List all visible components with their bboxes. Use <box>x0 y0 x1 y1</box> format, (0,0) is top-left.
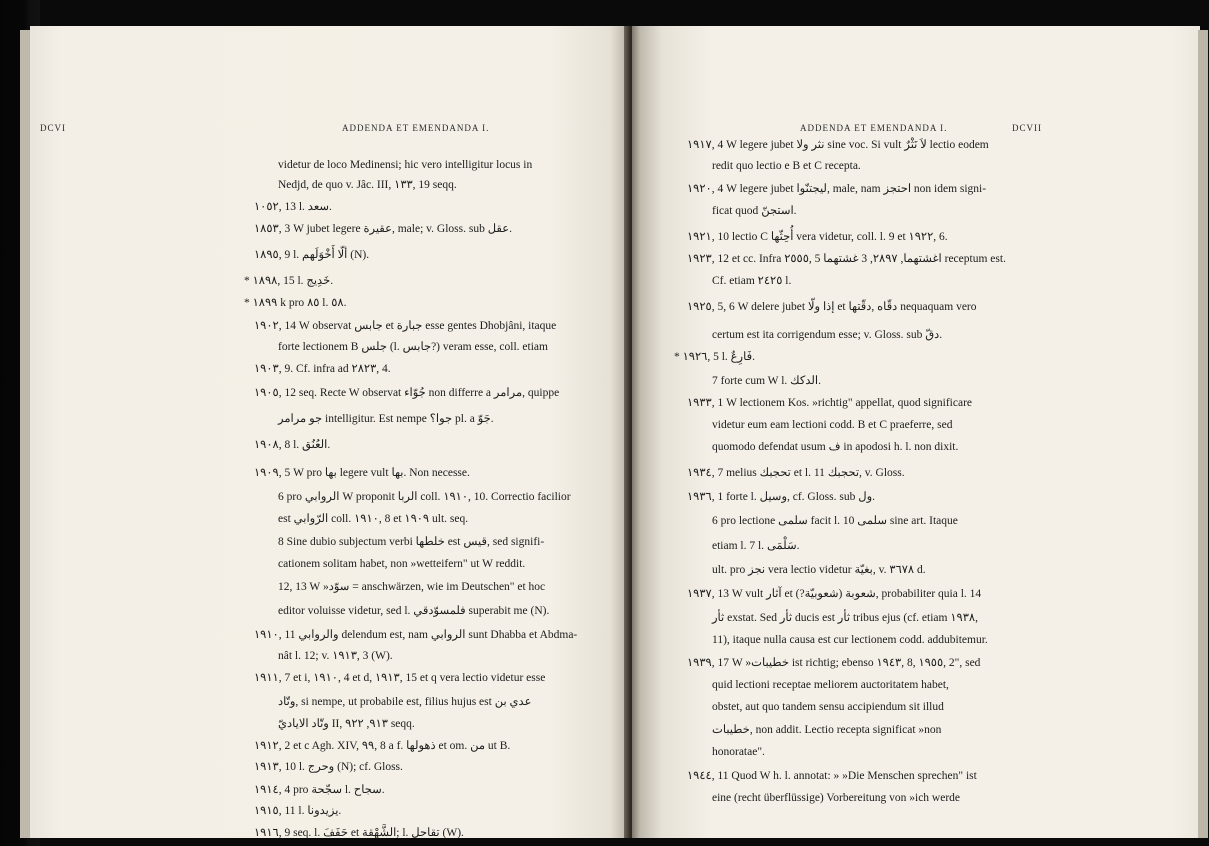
text-line: ١٩٠٩, 5 W pro بها legere vult بها. Non necesse. <box>254 467 470 479</box>
text-line: eine (recht überflüssige) Vorbereitung von »ich werde <box>712 792 961 804</box>
text-line: ١٠٥٢, 13 l. سعد. <box>254 201 332 213</box>
text-line: ١٩٢٠, 4 W legere jubet ليجتنّوا, male, nam احتجز non idem signi- <box>687 183 987 195</box>
text-line: redit quo lectio e B et C recepta. <box>712 160 861 172</box>
text-line: editor voluisse videtur, sed l. فلمسوّدقي superabit me (N). <box>278 605 550 617</box>
text-line: ١٩٢٣, 12 et cc. Infra ٢٥٥٥, 5 اغشتهما, ٢٨٩٧, 3 غشتهما receptum est. <box>687 253 1006 265</box>
text-line: * ١٨٩٨, 15 l. خَدِيج. <box>244 275 334 287</box>
text-line: ١٩٣٦, 1 forte l. وسيل, cf. Gloss. sub ول. <box>687 491 876 503</box>
text-line: ١٩٠٣, 9. Cf. infra ad ٢٨٢٣, 4. <box>254 363 391 375</box>
text-line: * ١٨٩٩ k pro ٨٥ l. ٥٨. <box>244 297 347 309</box>
text-line: خطيبات, non addit. Lectio recepta significat »non <box>712 724 942 736</box>
text-line: ١٩٠٨, 8 l. العُنُق. <box>254 439 331 451</box>
text-line: nât l. 12; v. ١٩١٣, 3 (W). <box>278 650 393 662</box>
text-line: ١٩١٧, 4 W legere jubet نثر ولا sine voc. Si vult لاَ نَثْرٌ lectio eodem <box>687 139 989 151</box>
text-line: ١٨٩٥, 9 l. ألّا أَخْوَلَهم (N). <box>254 249 370 261</box>
text-line: 11), itaque nulla causa est cur lectionem codd. addubitemur. <box>712 634 988 646</box>
right-page-edges <box>1198 30 1208 838</box>
text-line: ١٩٢١, 10 lectio C أُحِثّها vera videtur, coll. l. 9 et ١٩٢٢, 6. <box>687 231 948 243</box>
text-line: cationem solitam habet, non »wetteifern" ut W reddit. <box>278 558 526 570</box>
text-line: quomodo defendat usum ف in apodosi h. l. non dixit. <box>712 441 959 453</box>
text-line: ١٩١٢, 2 et c Agh. XIV, ٩٩, 8 a f. ذهولها et om. من ut B. <box>254 740 511 752</box>
text-line: ١٩٠٢, 14 W observat جابس et جبارة esse gentes Dhobjâni, itaque <box>254 320 557 332</box>
text-line: est الرّوابي coll. ١٩١٠, 8 et ١٩٠٩ ult. seq. <box>278 513 469 525</box>
text-line: ١٩١٣, 10 l. وحرج (N); cf. Gloss. <box>254 761 403 773</box>
text-line: ١٩١٠, 11 والروابي delendum est, nam الروابي sunt Dhabba et Abdma- <box>254 629 578 641</box>
right-page-number: DCVII <box>1012 123 1042 133</box>
text-line: 12, 13 W »سوّد = anschwärzen, wie im Deutschen" et hoc <box>278 581 546 593</box>
text-line: ١٩٢٥, 5, 6 W delere jubet إذا ولّا et دقّاه ,دقّتها nequaquam vero <box>687 301 977 313</box>
text-line: quid lectioni receptae meliorem auctoritatem habet, <box>712 679 949 691</box>
text-line: honoratae". <box>712 746 765 758</box>
text-line: جو مرامر intelligitur. Est nempe جوا؟ pl. a جَوّ. <box>278 413 494 425</box>
text-line: videtur de loco Medinensi; hic vero intelligitur locus in <box>278 159 533 171</box>
text-line: 6 pro الروابي W proponit الربا coll. ١٩١٠, 10. Correctio facilior <box>278 491 571 503</box>
text-line: * ١٩٢٦, 5 l. فَارِعٌ. <box>674 351 755 363</box>
text-line: certum est ita corrigendum esse; v. Gloss. sub دقّ. <box>712 329 943 341</box>
text-line: forte lectionem B جلس (l. جابس?) veram esse, coll. etiam <box>278 341 548 353</box>
text-line: ١٩١٦, 9 seq. l. حَفَفَ et الشَّهْقة; l. تقاحل (W). <box>254 827 464 839</box>
text-line: 6 pro lectione سلمى facit l. 10 سلمى sine art. Itaque <box>712 515 958 527</box>
text-line: ١٩٤٤, 11 Quod W h. l. annotat: » »Die Menschen sprechen" ist <box>687 770 977 782</box>
text-line: 7 forte cum W l. الدكك. <box>712 375 821 387</box>
text-line: Nedjd, de quo v. Jâc. III, ١٣٣, 19 seqq. <box>278 179 457 191</box>
text-line: ١٨٥٣, 3 W jubet legere عقيرة, male; v. Gloss. sub عقل. <box>254 223 512 235</box>
text-line: ficat quod استجنّ. <box>712 205 797 217</box>
text-line: ١٩١٥, 11 l. يزيدونا. <box>254 805 342 817</box>
left-page <box>30 26 630 838</box>
text-line: ١٩٣٤, 7 melius تحجبك et l. 11 تحجبك, v. Gloss. <box>687 467 905 479</box>
left-running-head: ADDENDA ET EMENDANDA I. <box>342 123 490 133</box>
right-running-head: ADDENDA ET EMENDANDA I. <box>800 123 948 133</box>
right-page <box>632 26 1200 838</box>
left-page-edges <box>20 30 30 838</box>
left-page-number: DCVI <box>40 123 66 133</box>
text-line: ثأر exstat. Sed ثأر ducis est ثأر tribus ejus (cf. etiam ١٩٣٨, <box>712 612 978 624</box>
text-line: ١٩٠٥, 12 seq. Recte W observat جُوّاء non differre a مرامر, quippe <box>254 387 560 399</box>
text-line: etiam l. 7 l. سَلْمَى. <box>712 540 800 552</box>
text-line: obstet, aut quo tandem sensu accipiendum sit illud <box>712 701 944 713</box>
text-line: ١٩١١, 7 et i, ١٩١٠, 4 et d, ١٩١٣, 15 et q vera lectio videtur esse <box>254 672 546 684</box>
text-line: videtur eum eam lectioni codd. B et C praeferre, sed <box>712 419 953 431</box>
text-line: 8 Sine dubio subjectum verbi خلطها est قيس, sed signifi- <box>278 536 545 548</box>
text-line: وتّاد, si nempe, ut probabile est, filius hujus est عدي بن <box>278 696 532 708</box>
text-line: ١٩١٤, 4 pro سجّحة l. سجاح. <box>254 784 385 796</box>
text-line: ult. pro نجز vera lectio videtur بغيّة, v. ٣٦٧٨ d. <box>712 564 926 576</box>
text-line: ١٩٣٣, 1 W lectionem Kos. »richtig" appellat, quod significare <box>687 397 973 409</box>
text-line: وتّاد الاياديّ II, ٩١٣, ٩٢٢ seqq. <box>278 718 415 730</box>
text-line: ١٩٣٩, 17 W »خطيبات ist richtig; ebenso ١٩٤٣, 8, ١٩٥٥, 2", sed <box>687 657 981 669</box>
text-line: ١٩٣٧, 13 W vult آثار et شعوبة (شعوبيّة?), probabiliter quia l. 14 <box>687 588 982 600</box>
text-line: Cf. etiam ٢٤٢٥ l. <box>712 275 792 287</box>
